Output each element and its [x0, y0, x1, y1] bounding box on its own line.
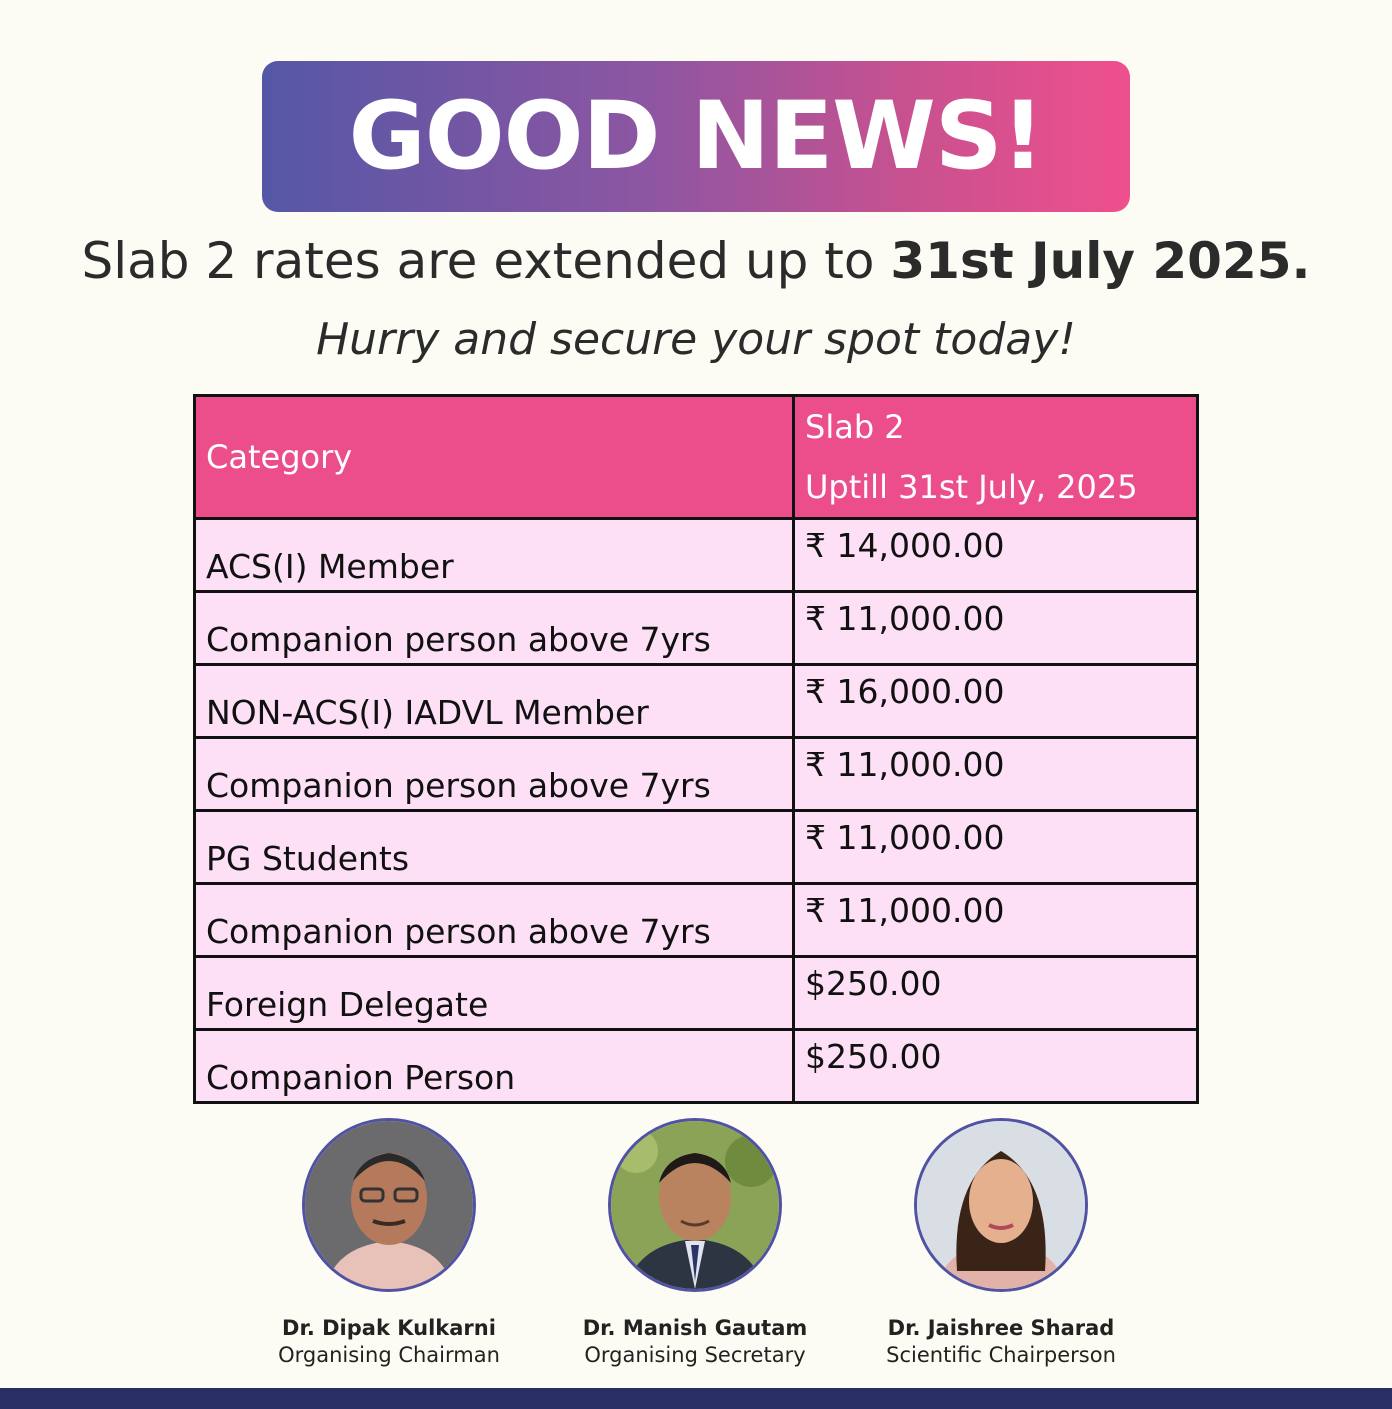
- row-category: Companion Person: [195, 1030, 794, 1103]
- hurry-subhead: Hurry and secure your spot today!: [316, 314, 1076, 365]
- extension-headline: [0, 232, 1392, 290]
- person-name: Dr. Dipak Kulkarni: [282, 1316, 496, 1340]
- row-category: Companion person above 7yrs: [195, 884, 794, 957]
- header-category: Category: [195, 396, 794, 519]
- header-slab-date: Uptill 31st July, 2025: [805, 468, 1138, 506]
- person-card-chairman: [224, 1118, 554, 1367]
- table-row: [195, 1030, 1198, 1103]
- person-card-chairperson: [836, 1118, 1166, 1367]
- avatar: [608, 1118, 782, 1292]
- row-price: $250.00: [794, 957, 1198, 1030]
- table-row: [195, 592, 1198, 665]
- table-row: [195, 811, 1198, 884]
- table-row: [195, 884, 1198, 957]
- good-news-banner: [262, 61, 1130, 212]
- table-header-row: [195, 396, 1198, 519]
- row-category: NON-ACS(I) IADVL Member: [195, 665, 794, 738]
- footer-bar: [0, 1388, 1392, 1409]
- row-price: ₹ 11,000.00: [794, 738, 1198, 811]
- row-price: $250.00: [794, 1030, 1198, 1103]
- row-price: ₹ 16,000.00: [794, 665, 1198, 738]
- header-slab: [794, 396, 1198, 519]
- row-category: PG Students: [195, 811, 794, 884]
- header-slab-title: Slab 2: [805, 408, 905, 446]
- person-portrait-icon: [611, 1121, 779, 1289]
- person-portrait-icon: [917, 1121, 1085, 1289]
- row-category: Companion person above 7yrs: [195, 592, 794, 665]
- person-role: Organising Secretary: [584, 1343, 806, 1367]
- avatar: [302, 1118, 476, 1292]
- banner-title: GOOD NEWS!: [348, 82, 1044, 191]
- row-price: ₹ 11,000.00: [794, 811, 1198, 884]
- table-row: [195, 665, 1198, 738]
- row-price: ₹ 11,000.00: [794, 884, 1198, 957]
- table-row: [195, 519, 1198, 592]
- row-price: ₹ 11,000.00: [794, 592, 1198, 665]
- headline-date: 31st July 2025.: [890, 232, 1311, 290]
- avatar: [914, 1118, 1088, 1292]
- table-row: [195, 738, 1198, 811]
- person-role: Scientific Chairperson: [886, 1343, 1116, 1367]
- row-category: Companion person above 7yrs: [195, 738, 794, 811]
- person-portrait-icon: [305, 1121, 473, 1289]
- headline-text: Slab 2 rates are extended up to: [81, 232, 891, 290]
- table-row: [195, 957, 1198, 1030]
- person-name: Dr. Jaishree Sharad: [887, 1316, 1115, 1340]
- person-name: Dr. Manish Gautam: [582, 1316, 808, 1340]
- person-role: Organising Chairman: [278, 1343, 500, 1367]
- person-card-secretary: [530, 1118, 860, 1367]
- row-category: Foreign Delegate: [195, 957, 794, 1030]
- row-price: ₹ 14,000.00: [794, 519, 1198, 592]
- rates-table: [193, 394, 1199, 1104]
- row-category: ACS(I) Member: [195, 519, 794, 592]
